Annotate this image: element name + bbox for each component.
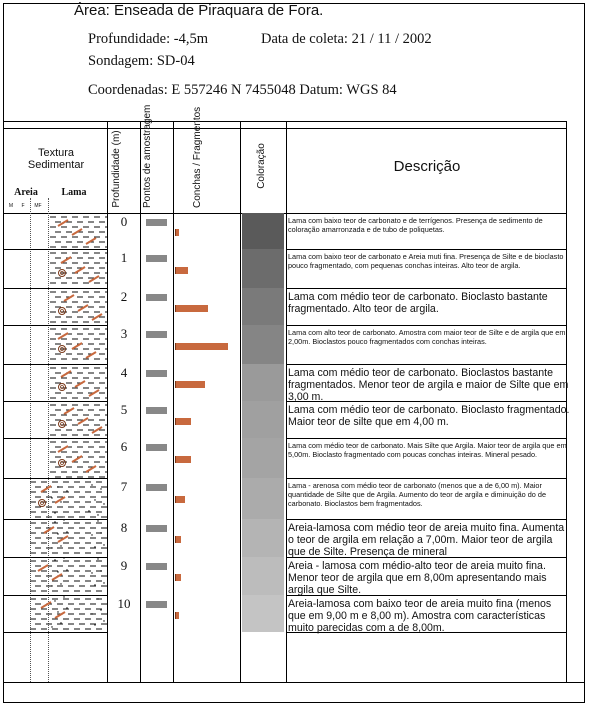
lithology-pattern <box>50 438 107 478</box>
description-row-separator <box>286 438 567 439</box>
borehole-label: Sondagem: SD-04 <box>88 53 195 69</box>
description-text: Lama com baixo teor de carbonato e Areia muti fina. Presença de Silte e de bioclasto pouco fragmentado, com pequenas conchas inteiras. Alto teor de argila. <box>288 252 564 270</box>
sampling-point <box>146 444 167 451</box>
texture-header-line2: Sedimentar <box>27 158 85 171</box>
grain-f-header: F <box>21 203 25 209</box>
coloration-swatch <box>242 288 284 325</box>
shell-fragments-bar <box>175 612 179 619</box>
collection-date: Data de coleta: 21 / 11 / 2002 <box>261 31 432 47</box>
lithology-row-separator <box>3 632 107 633</box>
depth-value: 2 <box>120 289 128 304</box>
lithology-pattern <box>30 519 107 557</box>
description-row-separator <box>286 249 567 250</box>
shell-fragments-bar <box>175 536 181 543</box>
color-header: Coloração <box>256 143 267 189</box>
coloration-swatch <box>242 401 284 438</box>
sand-header: Areia <box>14 187 38 198</box>
depth-label: Profundidade: -4,5m <box>88 31 209 47</box>
depth-header: Profundidade (m) <box>111 130 122 208</box>
coloration-swatch <box>242 519 284 557</box>
lithology-pattern <box>50 364 107 401</box>
description-text: Lama com médio teor de carbonato. Bioclastos bastante fragmentados. Menor teor de argila e maior de Silte que em 3,00 m. <box>288 367 569 403</box>
description-text: Lama com médio teor de carbonato. Bioclasto bastante fragmentado. Alto teor de argila. <box>288 291 548 315</box>
coloration-swatch <box>242 325 284 364</box>
depth-value: 0 <box>120 214 128 229</box>
coloration-swatch <box>242 557 284 595</box>
depth-value: 4 <box>120 365 128 380</box>
lithology-pattern <box>30 478 107 519</box>
coloration-swatch <box>242 213 284 249</box>
coloration-swatch <box>242 438 284 478</box>
coloration-swatch <box>242 478 284 519</box>
coordinates-label: Coordenadas: E 557246 N 7455048 Datum: WGS 84 <box>88 82 397 98</box>
description-row-separator <box>286 364 567 365</box>
description-text: Areia-lamosa com médio teor de areia muito fina. Aumenta o teor de argila em relação a 7,00m. Maior teor de argila que de Silte. Presença de mineral <box>288 522 565 558</box>
coloration-swatch <box>242 364 284 401</box>
description-text: Areia-lamosa com baixo teor de areia muito fina (menos que em 9,00 m e 8,00 m). Amostra com características muito parecidas com a de 8,00m. <box>288 598 552 634</box>
sampling-point <box>146 294 167 301</box>
sampling-point <box>146 563 167 570</box>
lithology-pattern <box>50 288 107 325</box>
description-row-separator <box>286 519 567 520</box>
shell-fragments-bar <box>175 574 181 581</box>
depth-value: 3 <box>120 326 128 341</box>
description-row-separator <box>286 325 567 326</box>
shell-fragments-bar <box>175 418 191 425</box>
lithology-pattern <box>50 401 107 438</box>
sampling-point <box>146 331 167 338</box>
lithology-pattern <box>50 213 107 249</box>
sampling-point <box>146 484 167 491</box>
depth-value: 1 <box>120 250 128 265</box>
mud-header: Lama <box>61 187 87 198</box>
texture-header <box>8 148 104 171</box>
description-text: Lama com alto teor de carbonato. Amostra com maior teor de Silte e de argila que em 2,00m. Bioclastos pouco fragmentados com conchas inteiras. <box>288 328 566 346</box>
shell-fragments-bar <box>175 381 205 388</box>
sampling-point <box>146 219 167 226</box>
description-header: Descrição <box>393 158 461 175</box>
lithology-pattern <box>50 249 107 288</box>
grain-m-header: M <box>8 203 14 209</box>
shell-fragments-bar <box>175 456 191 463</box>
depth-value: 7 <box>120 479 128 494</box>
depth-value: 5 <box>120 402 128 417</box>
area-title: Área: Enseada de Piraquara de Fora. <box>74 2 324 19</box>
coloration-swatch <box>242 595 284 632</box>
shell-fragments-bar <box>175 496 185 503</box>
sampling-point <box>146 255 167 262</box>
texture-header-line1: Textura <box>37 147 75 159</box>
sampling-point <box>146 525 167 532</box>
lithology-pattern <box>30 595 107 632</box>
sampling-point <box>146 370 167 377</box>
shell-fragments-bar <box>175 267 188 274</box>
description-text: Lama - arenosa com médio teor de carbonato (menos que a de 6,00 m). Maior quantidade de Silte que de Argila. Aumento do teor de argila e diminuição do de carbonato. Bioclastos bem fragmentados. <box>288 481 547 508</box>
depth-value: 6 <box>120 439 128 454</box>
depth-value: 8 <box>120 520 128 535</box>
depth-value: 10 <box>117 596 131 611</box>
depth-value: 9 <box>120 558 128 573</box>
sampling-header: Pontos de amostragem <box>142 104 153 208</box>
grain-mf-header: MF <box>34 203 42 209</box>
coloration-swatch <box>242 249 284 288</box>
shell-fragments-bar <box>175 229 179 236</box>
sampling-point <box>146 407 167 414</box>
shells-header: Conchas / Fragmentos <box>192 106 203 208</box>
lithology-pattern <box>30 557 107 595</box>
shell-fragments-bar <box>175 305 208 312</box>
description-text: Areia - lamosa com médio-alto teor de areia muito fina. Menor teor de argila que em 8,00m apresentando mais argila que Silte. <box>288 560 547 596</box>
lithology-pattern <box>50 325 107 364</box>
description-text: Lama com médio teor de carbonato. Mais Silte que Argila. Maior teor de argila que em 5,00m. Bioclasto fragmentado com poucas conchas inteiras. Mineral pesado. <box>288 441 567 459</box>
shell-fragments-bar <box>175 343 228 350</box>
description-row-separator <box>286 478 567 479</box>
description-text: Lama com médio teor de carbonato. Bioclasto fragmentado. Maior teor de silte que em 4,00 m. <box>288 404 570 428</box>
sampling-point <box>146 601 167 608</box>
description-text: Lama com baixo teor de carbonato e de terrígenos. Presença de sedimento de coloração amarronzada e de tubo de poliquetas. <box>288 216 543 234</box>
description-row-separator <box>286 288 567 289</box>
